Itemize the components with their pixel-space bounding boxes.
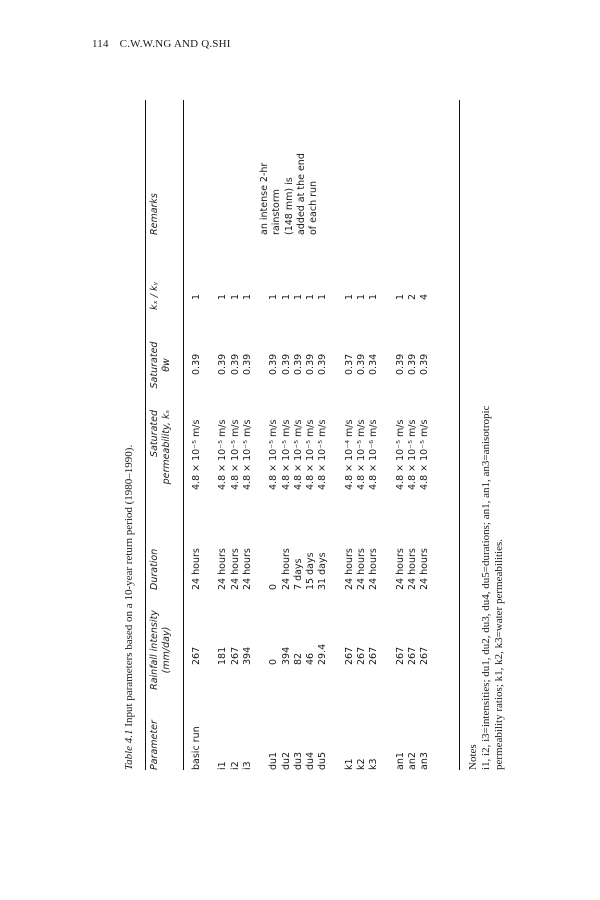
running-title: C.W.W.NG AND Q.SHI [119,38,231,50]
cell-ratio: 1 [280,293,292,300]
cell-theta: 0.39 [305,353,317,375]
cell-theta: 0.39 [241,353,253,375]
cell-dur: 0 [268,583,280,590]
col-header-parameter: Parameter [149,720,160,770]
rotated-table-block [115,100,525,770]
cell-dur: 24 hours [191,548,202,590]
cell-ratio: 1 [229,293,241,300]
cell-theta: 0.39 [419,353,431,375]
cell-ratio: 4 [419,293,431,300]
cell-theta: 0.34 [368,353,380,375]
cell-perm: 4.8 × 10⁻⁵ m/s [229,419,241,490]
cell-perm: 4.8 × 10⁻⁵ m/s [268,419,280,490]
cell-theta: 0.39 [229,353,241,375]
page-number: 114 [92,38,109,50]
cell-perm: 4.8 × 10⁻⁵ m/s [217,419,229,490]
cell-rain: 0 [268,658,280,665]
cell-param: an3 [419,752,431,770]
cell-dur: 24 hours [356,548,367,590]
col-header-rainfall: Rainfall intensity (mm/day) [149,610,172,690]
remarks-line: (148 mm) is [283,177,295,235]
remarks-line: of each run [308,180,320,235]
remarks-line: added at the end [295,153,307,235]
col-header-duration: Duration [149,548,160,590]
cell-dur: 24 hours [368,548,380,590]
cell-dur: 24 hours [229,548,241,590]
cell-rain: 267 [229,646,241,665]
cell-rain: 267 [394,646,406,665]
cell-ratio: 1 [317,293,329,300]
cell-theta: 0.39 [268,353,280,375]
cell-ratio: 1 [268,293,280,300]
cell-dur: 24 hours [406,548,418,590]
col-header-theta: Saturated θw [149,341,172,389]
cell-param: an1 [394,752,406,770]
cell-theta: 0.39 [217,353,229,375]
col-header-remarks: Remarks [149,193,160,235]
cell-perm: 4.8 × 10⁻⁶ m/s [368,419,380,490]
cell-dur: 24 hours [419,548,431,590]
cell-rain: 46 [305,652,317,665]
table-notes [467,100,506,770]
remarks-cell [259,153,320,235]
cell-perm: 4.8 × 10⁻⁵ m/s [280,419,292,490]
cell-perm: 4.8 × 10⁻⁵ m/s [292,419,304,490]
cell-rain: 29.4 [317,643,329,665]
cell-theta: 0.39 [292,353,304,375]
cell-ratio: 1 [394,293,406,300]
col-header-permeability: Saturated permeability, kₛ [149,410,172,485]
notes-title: Notes [467,744,479,770]
cell-perm: 4.8 × 10⁻⁴ m/s [343,419,355,490]
cell-dur: 24 hours [217,548,229,590]
cell-perm: 4.8 × 10⁻⁵ m/s [191,419,202,490]
cell-param: du5 [317,751,329,770]
cell-rain: 394 [241,646,253,665]
header-rule [183,100,184,770]
cell-param: k3 [368,758,380,770]
cell-dur: 24 hours [343,548,355,590]
notes-line-1: i1, i2, i3=intensities; du1, du2, du3, du4, du5=durations; an1, an1, an3=anisotropic [480,405,492,770]
cell-ratio: 1 [368,293,380,300]
cell-param: du4 [305,751,317,770]
cell-param: k2 [356,758,367,770]
cell-dur: 24 hours [394,548,406,590]
cell-param: basic run [191,726,202,770]
cell-ratio: 1 [241,293,253,300]
cell-perm: 4.8 × 10⁻⁵ m/s [317,419,329,490]
cell-rain: 181 [217,646,229,665]
cell-dur: 15 days [305,552,317,590]
cell-param: k1 [343,758,355,770]
cell-ratio: 1 [343,293,355,300]
cell-perm: 4.8 × 10⁻⁵ m/s [241,419,253,490]
table-caption-text: Input parameters based on a 10-year return period (1980–1990). [123,444,135,727]
cell-param: i2 [229,761,241,770]
col-header-ratio: kₓ / kᵧ [149,282,160,310]
cell-ratio: 1 [292,293,304,300]
cell-perm: 4.8 × 10⁻⁵ m/s [394,419,406,490]
remarks-line: an intense 2-hr [259,162,270,235]
cell-dur: 7 days [292,558,304,590]
cell-param: an2 [406,752,418,770]
cell-dur: 31 days [317,552,329,590]
cell-theta: 0.39 [356,353,367,375]
top-rule [145,100,146,770]
cell-theta: 0.39 [191,353,202,375]
cell-ratio: 1 [356,293,367,300]
cell-theta: 0.39 [317,353,329,375]
cell-perm: 4.8 × 10⁻⁵ m/s [419,419,431,490]
bottom-rule [459,100,460,770]
cell-param: i1 [217,761,229,770]
table-label: Table 4.1 [123,729,135,770]
table-caption [123,445,135,770]
cell-rain: 267 [343,646,355,665]
cell-ratio: 2 [406,293,418,300]
cell-perm: 4.8 × 10⁻⁵ m/s [305,419,317,490]
cell-param: du1 [268,751,280,770]
cell-theta: 0.39 [394,353,406,375]
cell-ratio: 1 [191,293,202,300]
cell-theta: 0.39 [406,353,418,375]
cell-param: i3 [241,761,253,770]
cell-param: du3 [292,751,304,770]
cell-theta: 0.37 [343,353,355,375]
cell-rain: 394 [280,646,292,665]
cell-rain: 267 [191,646,202,665]
cell-rain: 267 [406,646,418,665]
cell-rain: 82 [292,652,304,665]
cell-rain: 267 [368,646,380,665]
cell-rain: 267 [356,646,367,665]
running-header [92,38,231,50]
cell-perm: 4.8 × 10⁻⁵ m/s [406,419,418,490]
cell-perm: 4.8 × 10⁻⁵ m/s [356,419,367,490]
cell-param: du2 [280,751,292,770]
cell-ratio: 1 [305,293,317,300]
cell-dur: 24 hours [241,548,253,590]
notes-line-2: permeability ratios; k1, k2, k3=water permeabilities. [493,538,505,770]
remarks-line: rainstorm [271,189,283,235]
cell-rain: 267 [419,646,431,665]
cell-ratio: 1 [217,293,229,300]
cell-dur: 24 hours [280,548,292,590]
cell-theta: 0.39 [280,353,292,375]
